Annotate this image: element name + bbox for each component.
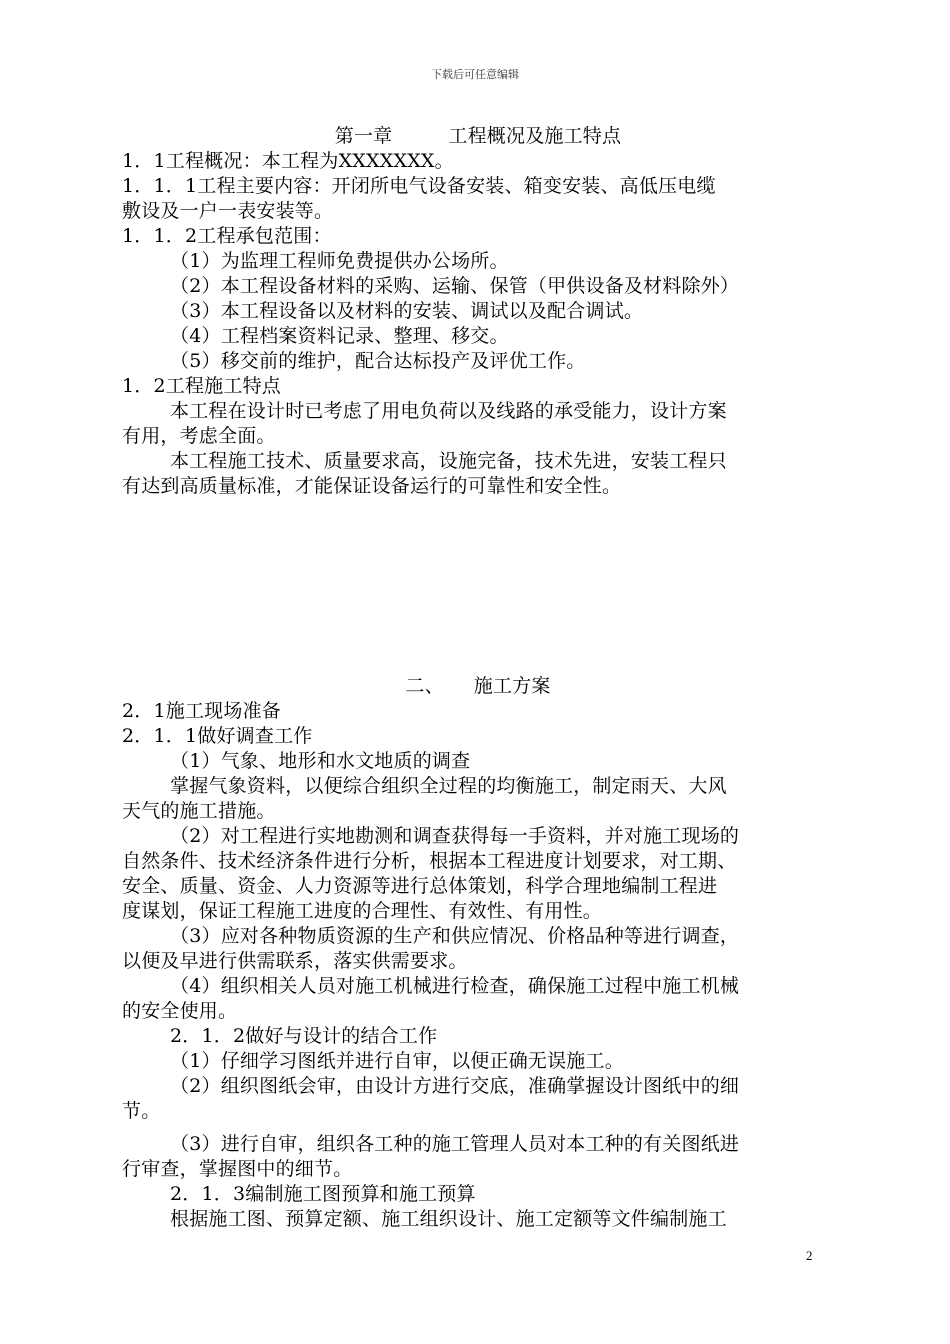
paragraph-line: （3）进行自审，组织各工种的施工管理人员对本工种的有关图纸进 xyxy=(170,1133,740,1155)
paragraph-line: （4）组织相关人员对施工机械进行检查，确保施工过程中施工机械 xyxy=(170,975,740,997)
section-heading: 2．1．3编制施工图预算和施工预算 xyxy=(170,1183,476,1205)
list-item: （1）为监理工程师免费提供办公场所。 xyxy=(170,250,509,272)
paragraph-line: 1．1．1工程主要内容：开闭所电气设备安装、箱变安装、高低压电缆 xyxy=(122,175,716,197)
paragraph-line: 安全、质量、资金、人力资源等进行总体策划，科学合理地编制工程进 xyxy=(122,875,718,897)
paragraph-line: （2）组织图纸会审，由设计方进行交底，准确掌握设计图纸中的细 xyxy=(170,1075,740,1097)
chapter-1 xyxy=(122,124,834,499)
section-heading: 2．1．2做好与设计的结合工作 xyxy=(170,1025,438,1047)
chapter-2-title-number: 二、 xyxy=(405,675,444,697)
paragraph-line: （2）对工程进行实地勘测和调查获得每一手资料，并对施工现场的 xyxy=(170,825,740,847)
paragraph-line: 有用，考虑全面。 xyxy=(122,425,276,447)
chapter-2 xyxy=(122,674,834,1232)
paragraph-line: （3）应对各种物质资源的生产和供应情况、价格品种等进行调查， xyxy=(170,925,740,947)
paragraph-line: 敷设及一户一表安装等。 xyxy=(122,200,334,222)
paragraph-line: 根据施工图、预算定额、施工组织设计、施工定额等文件编制施工 xyxy=(170,1208,727,1230)
chapter-1-title-text: 工程概况及施工特点 xyxy=(448,125,622,147)
paragraph-line: 1．1．2工程承包范围： xyxy=(122,225,332,247)
page-header: 下载后可任意编辑 xyxy=(431,68,519,81)
list-item: （3）本工程设备以及材料的安装、调试以及配合调试。 xyxy=(170,300,644,322)
paragraph-line: 以便及早进行供需联系，落实供需要求。 xyxy=(122,950,468,972)
section-heading: 2．1施工现场准备 xyxy=(122,700,281,722)
chapter-2-title xyxy=(122,674,834,699)
paragraph-line: 自然条件、技术经济条件进行分析，根据本工程进度计划要求，对工期、 xyxy=(122,850,737,872)
paragraph-line: 有达到高质量标准，才能保证设备运行的可靠性和安全性。 xyxy=(122,475,622,497)
paragraph-line: 本工程在设计时已考虑了用电负荷以及线路的承受能力，设计方案 xyxy=(170,400,727,422)
paragraph-line: 天气的施工措施。 xyxy=(122,800,276,822)
paragraph-line: 掌握气象资料，以便综合组织全过程的均衡施工，制定雨天、大风 xyxy=(170,775,727,797)
list-item: （1）仔细学习图纸并进行自审，以便正确无误施工。 xyxy=(170,1050,624,1072)
paragraph-line: 1．1工程概况：本工程为XXXXXXX。 xyxy=(122,150,454,172)
list-item: （4）工程档案资料记录、整理、移交。 xyxy=(170,325,509,347)
paragraph-line: 度谋划，保证工程施工进度的合理性、有效性、有用性。 xyxy=(122,900,603,922)
paragraph-line: 行审查，掌握图中的细节。 xyxy=(122,1158,353,1180)
list-item: （2）本工程设备材料的采购、运输、保管（甲供设备及材料除外） xyxy=(170,275,740,297)
paragraph-line: 节。 xyxy=(122,1100,161,1122)
paragraph-line: 本工程施工技术、质量要求高，设施完备，技术先进，安装工程只 xyxy=(170,450,727,472)
chapter-2-title-text: 施工方案 xyxy=(473,675,551,697)
paragraph-line: 的安全使用。 xyxy=(122,1000,238,1022)
list-item: （1）气象、地形和水文地质的调查 xyxy=(170,750,471,772)
section-heading: 1．2工程施工特点 xyxy=(122,375,281,397)
chapter-1-title-number: 第一章 xyxy=(334,125,393,147)
page-number: 2 xyxy=(806,1248,813,1263)
section-heading: 2．1．1做好调查工作 xyxy=(122,725,313,747)
list-item: （5）移交前的维护，配合达标投产及评优工作。 xyxy=(170,350,586,372)
chapter-1-title xyxy=(122,124,834,149)
